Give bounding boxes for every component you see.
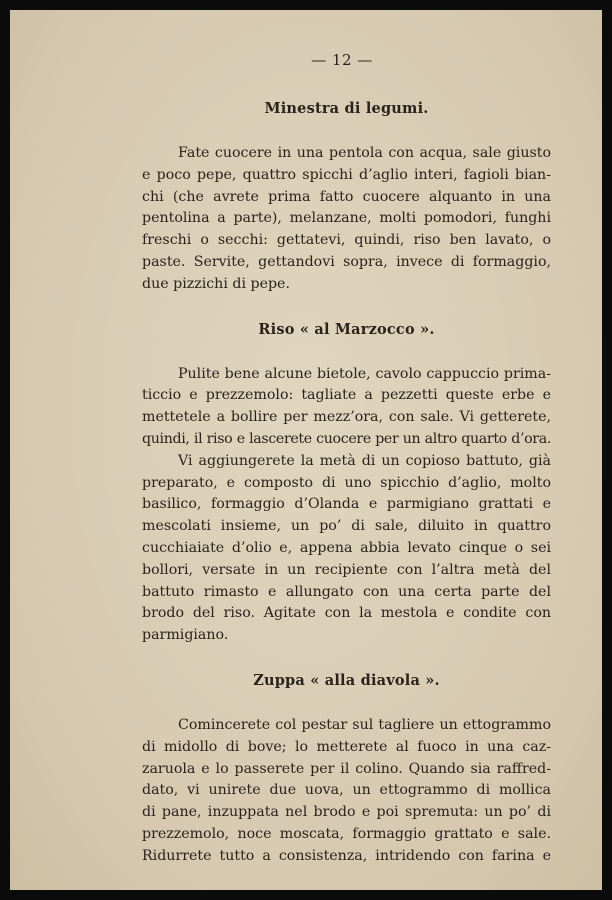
- text-line: cucchiaiate d’olio e, appena abbia levato cinque o sei: [142, 539, 551, 556]
- text-line: pentolina a parte), melanzane, molti pomodori, funghi: [142, 210, 551, 227]
- text-line: basilico, formaggio d’Olanda e parmigiano grattati e: [142, 496, 551, 513]
- text-line: prezzemolo, noce moscata, formaggio grattato e sale.: [142, 825, 551, 842]
- recipe-title: Minestra di legumi.: [264, 100, 429, 117]
- text-line: ticcio e prezzemolo: tagliate a pezzetti queste erbe e: [142, 387, 551, 404]
- page-content: [142, 98, 551, 868]
- text-line: bollori, versate in un recipiente con l’altra metà del: [142, 561, 551, 578]
- recipe-paragraph: [142, 364, 551, 451]
- book-page: [10, 10, 602, 890]
- recipe-paragraph: [142, 715, 551, 868]
- text-line: Ridurrete tutto a consistenza, intridendo con farina e: [142, 847, 551, 864]
- text-line: Fate cuocere in una pentola con acqua, sale giusto: [178, 145, 551, 161]
- text-line: Comincerete col pestar sul tagliere un ettogrammo: [178, 716, 551, 733]
- text-line: dato, vi unirete due uova, un ettogrammo di mollica: [142, 782, 551, 799]
- text-line: freschi o secchi: gettatevi, quindi, riso ben lavato, o: [142, 232, 551, 249]
- text-line: preparato, e composto di uno spicchio d’aglio, molto: [142, 474, 551, 491]
- text-line: parmigiano.: [142, 627, 229, 644]
- text-line: due pizzichi di pepe.: [142, 275, 290, 292]
- text-line: zaruola e lo passerete per il colino. Quando sia raffred-: [142, 760, 551, 777]
- text-line: brodo del riso. Agitate con la mestola e condite con: [142, 605, 551, 622]
- page-number: — 12 —: [311, 51, 373, 69]
- text-line: mescolati insieme, un po’ di sale, diluito in quattro: [142, 518, 551, 535]
- text-line: mettetele a bollire per mezz’ora, con sale. Vi getterete,: [142, 409, 551, 426]
- text-line: quindi, il riso e lascerete cuocere per un altro quarto d’ora.: [142, 430, 551, 447]
- recipe-paragraph: [142, 143, 551, 296]
- text-line: Pulite bene alcune bietole, cavolo cappuccio prima-: [178, 365, 551, 382]
- text-line: paste. Servite, gettandovi sopra, invece di formaggio,: [142, 253, 551, 270]
- recipe-paragraph: [142, 451, 551, 647]
- recipe-title: Riso « al Marzocco ».: [258, 320, 435, 338]
- text-line: di pane, inzuppata nel brodo e poi spremuta: un po’ di: [142, 804, 551, 821]
- text-line: e poco pepe, quattro spicchi d’aglio interi, fagioli bian-: [142, 166, 551, 183]
- text-line: battuto rimasto e allungato con una certa parte del: [142, 583, 551, 600]
- text-line: chi (che avrete prima fatto cuocere alquanto in una: [142, 188, 551, 205]
- recipe-title: Zuppa « alla diavola ».: [253, 671, 440, 689]
- text-line: Vi aggiungerete la metà di un copioso battuto, già: [178, 452, 551, 469]
- text-line: di midollo di bove; lo metterete al fuoco in una caz-: [142, 738, 551, 755]
